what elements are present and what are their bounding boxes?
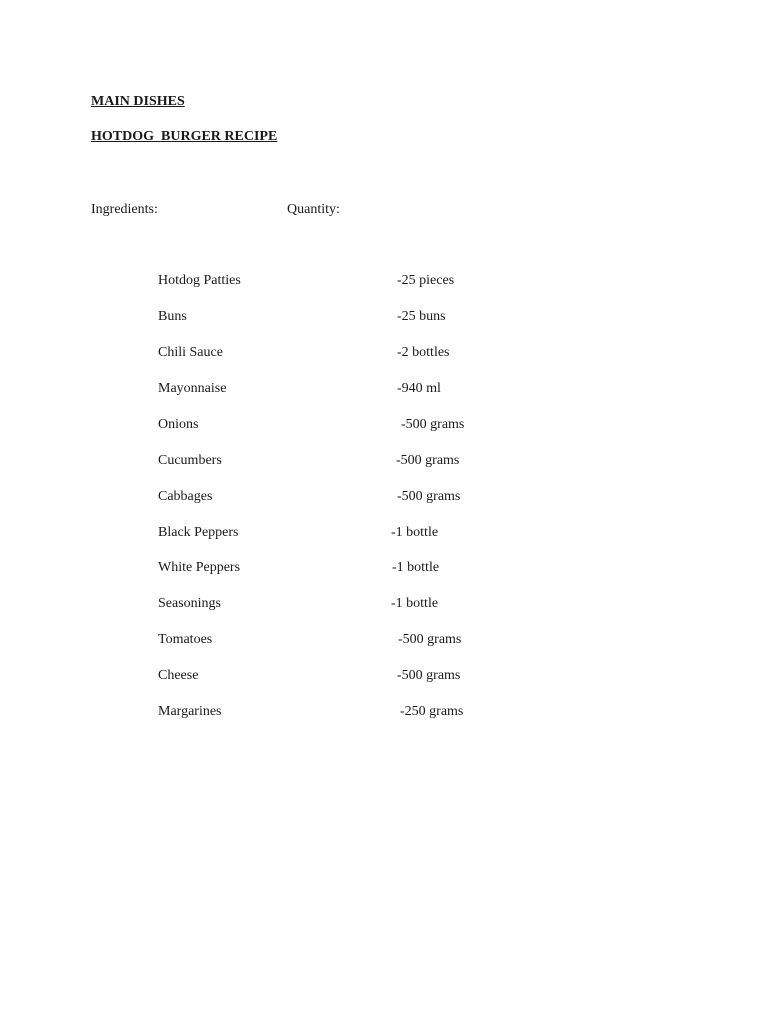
- ingredient-name: Hotdog Patties: [158, 273, 241, 288]
- ingredient-name: Mayonnaise: [158, 381, 227, 396]
- ingredients-header: Ingredients:: [91, 202, 158, 217]
- ingredient-row: [0, 632, 768, 652]
- ingredient-name: Margarines: [158, 704, 222, 719]
- ingredient-name: Cucumbers: [158, 453, 222, 468]
- ingredient-name: Black Peppers: [158, 525, 239, 540]
- ingredient-quantity: -1 bottle: [391, 596, 439, 611]
- ingredient-name: Onions: [158, 417, 199, 432]
- ingredient-quantity: -500 grams: [397, 489, 461, 504]
- quantity-header: Quantity:: [287, 202, 340, 217]
- ingredient-name: Tomatoes: [158, 632, 213, 647]
- ingredient-quantity: -500 grams: [398, 632, 462, 647]
- ingredient-quantity: -25 buns: [397, 309, 446, 324]
- ingredient-row: [0, 453, 768, 473]
- ingredient-row: [0, 309, 768, 329]
- ingredient-row: [0, 345, 768, 365]
- section-title: MAIN DISHES: [91, 94, 185, 109]
- ingredient-quantity: -2 bottles: [397, 345, 450, 360]
- ingredient-row: [0, 525, 768, 545]
- ingredient-name: Seasonings: [158, 596, 221, 611]
- ingredient-quantity: -500 grams: [396, 453, 460, 468]
- ingredient-row: [0, 704, 768, 724]
- ingredient-name: Cheese: [158, 668, 199, 683]
- ingredient-row: [0, 668, 768, 688]
- ingredient-row: [0, 417, 768, 437]
- ingredient-quantity: -25 pieces: [397, 273, 455, 288]
- ingredient-row: [0, 489, 768, 509]
- ingredient-row: [0, 560, 768, 580]
- ingredient-row: [0, 273, 768, 293]
- ingredient-name: White Peppers: [158, 560, 241, 575]
- ingredient-quantity: -500 grams: [397, 668, 461, 683]
- ingredient-quantity: -1 bottle: [391, 525, 439, 540]
- ingredient-row: [0, 381, 768, 401]
- ingredient-row: [0, 596, 768, 616]
- ingredient-quantity: -250 grams: [400, 704, 464, 719]
- ingredient-quantity: -1 bottle: [392, 560, 440, 575]
- ingredient-name: Cabbages: [158, 489, 213, 504]
- ingredient-name: Chili Sauce: [158, 345, 223, 360]
- ingredient-quantity: -500 grams: [401, 417, 465, 432]
- ingredient-quantity: -940 ml: [397, 381, 441, 396]
- ingredient-name: Buns: [158, 309, 187, 324]
- recipe-title: HOTDOG BURGER RECIPE: [91, 129, 278, 144]
